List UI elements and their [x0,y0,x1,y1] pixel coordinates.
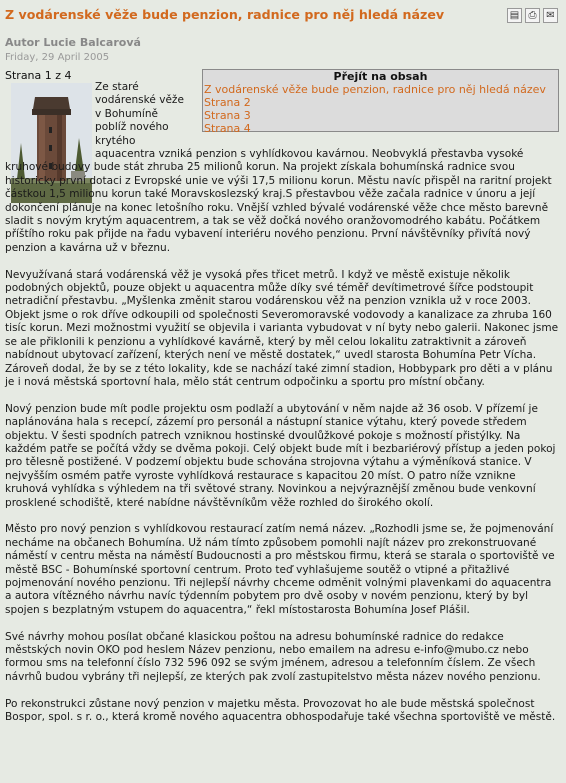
paragraph-text: aquacentra vzniká penzion s vyhlídkovou kavárnou. Neobvyklá přestavba vysoké kruhové budovy bude stát zhruba 25 milionů korun. Na projekt získala bohumínská radnice svou historicky první dotaci z Evropské unie ve výši 17,5 milionu korun. Městu navíc přispěl na raritní projekt částkou 1,5 milionu korun také Moravskoslezský kraj.S přestavbou věže začala radnice v únoru a její dokončení plánuje na konec letošního roku. Vnější vzhled bývalé vodárenské věže chce město barevně sladit s novým krytým aquacentrem, a tak se věž dočká nového oranžovomodrého kabátu. Počátkem příštího roku pak přijde na řadu vybavení interiéru nového penzionu. První návštěvníky přivítá nový penzion a kavárna už v březnu. [5,148,552,254]
intro-line: krytého [95,134,136,147]
intro-line: v Bohumíně [95,107,159,120]
intro-line: Ze staré [95,81,139,93]
article-body [5,81,561,738]
article-title[interactable]: Z vodárenské věže bude penzion, radnice pro něj hledá název [5,7,445,22]
paragraph: Po rekonstrukci zůstane nový penzion v majetku města. Provozovat ho ale bude městská společnost Bospor, spol. s r. o., která kromě nového aquacentra obhospodařuje také všechna sportoviště ve městě. [5,697,556,724]
paragraph: Město pro nový penzion s vyhlídkovou restaurací zatím nemá název. „Rozhodli jsme se, že pojmenování necháme na občanech Bohumína. Už nám tímto způsobem pomohli najít název pro zrekonstruované náměstí v centru města na náměstí Budoucnosti a pro městskou firmu, která se starala o sportoviště ve městě BSC - Bohumínské sportovní centrum. Proto teď vyhlašujeme soutěž o vtipné a přitažlivé pojmenování nového penzionu. Tři nejlepší návrhy chceme odměnit volnými plavenkami do aquacentra a autora vítězného návrhu navíc týdenním pobytem pro dvě osoby v novém penzionu, který by byl spojen s bezplatným vstupem do aquacentra,“ řekl místostarosta Bohumína Josef Plášil. [5,523,555,616]
toc-link-page-3[interactable]: Strana 3 [204,109,251,122]
paragraph: Nový penzion bude mít podle projektu osm podlaží a ubytování v něm najde až 36 osob. V přízemí je naplánována hala s recepcí, zázemí pro personál a nástupní stanice výtahu, který povede středem objektu. V šesti spodních patrech vzniknou hostinské dvoulůžkové pokoje s možností přistýlky. Na každém patře se počítá vždy se dvěma pokoji. Celý objekt bude mít i bezbariérový přístup a jeden pokoj pro tělesně postižené. V podzemí objektu bude schována strojovna výtahu a výměníková stanice. V nejvyšším osmém patře vyroste vyhlídková restaurace s kapacitou 20 míst. O patro níže vznikne kruhová vyhlídka s výhledem na tři světové strany. Novinkou a nejvýraznější změnou bude venkovní prosklené schodiště, které nabídne návštěvníkům věže rozhled do širokého okolí. [5,402,556,509]
paragraph [5,81,561,255]
article-toolbar [507,8,558,23]
toc-link-page-2[interactable]: Strana 2 [204,96,251,109]
toc-link-page-1[interactable]: Z vodárenské věže bude penzion, radnice pro něj hledá název [204,83,546,96]
paragraph: Nevyužívaná stará vodárenská věž je vysoká přes třicet metrů. I když ve městě existuje několik podobných objektů, pouze objekt u aquacentra může díky své téměř devítimetrové šířce podstoupit netradiční přestavbu. „Myšlenka změnit starou vodárenskou věž na penzion vznikla už v roce 2003. Objekt jsme o rok dříve odkoupili od společnosti Severomoravské vodovody a kanalizace za zhruba 160 tisíc korun. Mezi možnostmi využití se objevila i varianta vybudovat v ní byty nebo galerii. Nakonec jsme se ale přiklonili k penzionu a vyhlídkové kavárně, který by měl celou lokalitu zatraktivnit a zároveň nabídnout ubytovací zařízení, kterých není ve městě dostatek,“ uvedl starosta Bohumína Petr Vícha. Zároveň dodal, že by se z této lokality, kde se nachází také zimní stadion, Hobbypark pro děti a v plánu je i nová městská sportovní hala, mělo stát centrum odpočinku a sportu pro místní občany. [5,268,559,388]
pdf-icon[interactable]: ▤ [507,8,522,23]
print-icon[interactable]: ⎙ [525,8,540,23]
article-date: Friday, 29 April 2005 [5,52,110,63]
intro-line: poblíž nového [95,121,169,134]
toc-heading: Přejít na obsah [333,70,428,83]
article-author: Autor Lucie Balcarová [5,36,141,49]
email-icon[interactable]: ✉ [543,8,558,23]
photo-spacer [5,81,95,149]
toc-link-page-4[interactable]: Strana 4 [204,122,251,135]
intro-line: vodárenské věže [95,94,184,107]
page-indicator: Strana 1 z 4 [5,69,72,82]
paragraph: Své návrhy mohou posílat občané klasickou poštou na adresu bohumínské radnice do redakce městských novin OKO pod heslem Název penzionu, nebo emailem na adresu e-info@mubo.cz nebo formou sms na telefonní číslo 732 596 092 se svým jménem, adresou a telefonním číslem. Ze všech návrhů budou vybrány tři nejlepší, ze kterých pak zvolí zastupitelstvo města název nového penzionu. [5,630,541,683]
